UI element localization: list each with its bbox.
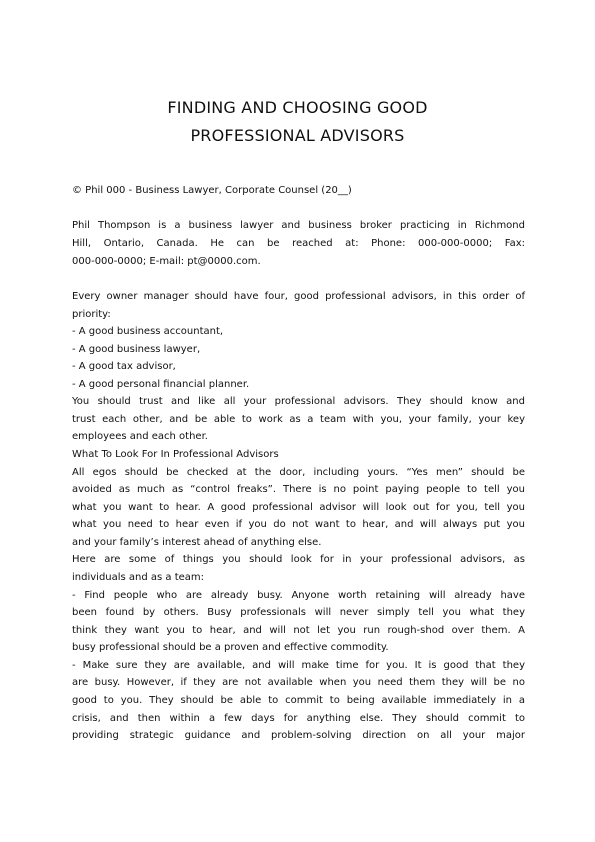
text-line: - Find people who are already busy. Anyone worth retaining will already have (72, 590, 525, 601)
text-line: individuals and as a team: (72, 572, 205, 583)
text-line: 000-000-0000; E-mail: pt@0000.com. (72, 256, 261, 267)
text-line: priority: (72, 309, 111, 320)
text-line: are busy. However, if they are not available when you need them they will be no (72, 677, 525, 688)
section-heading: What To Look For In Professional Advisors (72, 449, 279, 460)
list-item: - A good personal financial planner. (72, 379, 250, 390)
text-line: avoided as much as “control freaks”. There is no point paying people to tell you (72, 484, 525, 495)
list-item: - A good business accountant, (72, 326, 224, 337)
text-line: employees and each other. (72, 431, 208, 442)
list-item: - A good business lawyer, (72, 344, 201, 355)
text-line: You should trust and like all your professional advisors. They should know and (72, 396, 525, 407)
text-line: good to you. They should be able to commit to being available immediately in a (72, 695, 525, 706)
text-line: Here are some of things you should look for in your professional advisors, as (72, 554, 525, 565)
text-line: crisis, and then within a few days for anything else. They should commit to (72, 713, 525, 724)
text-line: Hill, Ontario, Canada. He can be reached at: Phone: 000-000-0000; Fax: (72, 238, 525, 249)
text-line: busy professional should be a proven and effective commodity. (72, 642, 389, 653)
text-line: All egos should be checked at the door, including yours. “Yes men” should be (72, 467, 525, 478)
list-item: - A good tax advisor, (72, 361, 176, 372)
text-line: providing strategic guidance and problem-solving direction on all your major (72, 730, 525, 741)
document-title-line-2: PROFESSIONAL ADVISORS (190, 126, 405, 145)
text-line: Phil Thompson is a business lawyer and business broker practicing in Richmond (72, 220, 525, 231)
text-line: Every owner manager should have four, good professional advisors, in this order of (72, 291, 525, 302)
text-line: what you need to hear even if you do not want to hear, and will always put you (72, 519, 525, 530)
text-line: - Make sure they are available, and will make time for you. It is good that they (72, 660, 525, 671)
text-line: trust each other, and be able to work as a team with you, your family, your key (72, 414, 525, 425)
text-line: and your family’s interest ahead of anything else. (72, 537, 322, 548)
copyright-line: © Phil 000 - Business Lawyer, Corporate Counsel (20__) (72, 185, 352, 196)
text-line: think they want you to hear, and will not let you run rough-shod over them. A (72, 625, 525, 636)
document-title-line-1: FINDING AND CHOOSING GOOD (167, 98, 428, 117)
text-line: what you want to hear. A good professional advisor will look out for you, tell you (72, 502, 525, 513)
text-line: been found by others. Busy professionals will never simply tell you what they (72, 607, 525, 618)
